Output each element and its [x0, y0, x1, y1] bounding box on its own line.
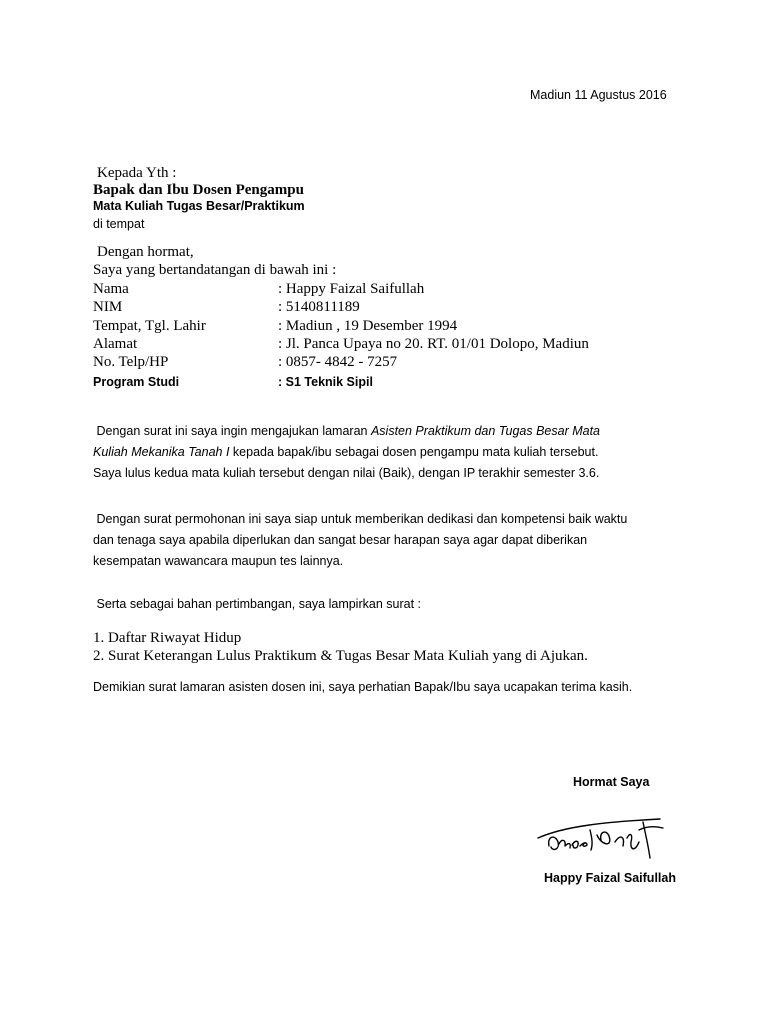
- regards-text: Hormat Saya: [573, 775, 650, 789]
- list-item: [93, 647, 588, 665]
- identity-label: Nama: [93, 281, 129, 297]
- list-number: 1 .: [93, 630, 108, 646]
- paragraph-application: [93, 421, 693, 484]
- recipient-salutation: Kepada Yth :: [97, 165, 177, 181]
- paragraph-line: kesempatan wawancara maupun tes lainnya.: [93, 554, 344, 568]
- identity-label: Tempat, Tgl. Lahir: [93, 318, 206, 334]
- opening-greeting: Dengan hormat,: [97, 244, 194, 260]
- list-text: Daftar Riwayat Hidup: [108, 630, 242, 646]
- paragraph-line: [93, 442, 693, 463]
- recipient-line1: Bapak dan Ibu Dosen Pengampu: [93, 182, 304, 198]
- identity-label: Program Studi: [93, 375, 180, 389]
- identity-value: : S1 Teknik Sipil: [278, 375, 373, 389]
- paragraph-line: [93, 509, 693, 530]
- text-run: Dengan surat permohonan ini saya siap untuk memberikan dedikasi dan kompetensi baik waktu: [96, 512, 628, 526]
- paragraph-dedication: [93, 509, 693, 572]
- identity-label: NIM: [93, 299, 123, 315]
- list-item: [93, 629, 588, 647]
- signer-name: Happy Faizal Saifullah: [544, 871, 676, 885]
- intro-line: Saya yang bertandatangan di bawah ini :: [93, 262, 337, 278]
- identity-value: : 5140811189: [278, 299, 360, 316]
- identity-value: : Jl. Panca Upaya no 20. RT. 01/01 Dolopo, Madiun: [278, 336, 589, 353]
- text-run-italic: Asisten Praktikum dan Tugas Besar Mata: [370, 424, 601, 438]
- identity-value: : Madiun , 19 Desember 1994: [278, 318, 457, 335]
- text-run: Serta sebagai bahan pertimbangan, saya lampirkan surat :: [96, 597, 421, 611]
- letter-date: Madiun 11 Agustus 2016: [530, 88, 667, 102]
- closing-sentence: Demikian surat lamaran asisten dosen ini, saya perhatian Bapak/Ibu saya ucapakan terima kasih.: [93, 680, 633, 694]
- list-text: Surat Keterangan Lulus Praktikum & Tugas Besar Mata Kuliah yang di Ajukan.: [108, 648, 588, 664]
- attachments-intro: [93, 597, 421, 611]
- attachments-list: [93, 629, 588, 665]
- identity-label: No. Telp/HP: [93, 354, 169, 370]
- text-run-italic: Kuliah Mekanika Tanah I: [93, 445, 230, 459]
- recipient-line3: di tempat: [93, 217, 145, 231]
- text-run: kepada bapak/ibu sebagai dosen pengampu mata kuliah tersebut.: [229, 445, 599, 459]
- text-run: Dengan surat ini saya ingin mengajukan lamaran: [96, 424, 371, 438]
- identity-value: : Happy Faizal Saifullah: [278, 281, 424, 298]
- identity-value: : 0857- 4842 - 7257: [278, 354, 397, 371]
- recipient-line2: Mata Kuliah Tugas Besar/Praktikum: [93, 199, 305, 213]
- identity-label: Alamat: [93, 336, 138, 352]
- signature-image: [535, 812, 670, 872]
- list-number: 2 .: [93, 648, 108, 664]
- paragraph-line: [93, 421, 693, 442]
- paragraph-line: Saya lulus kedua mata kuliah tersebut dengan nilai (Baik), dengan IP terakhir semester 3.6.: [93, 466, 600, 480]
- paragraph-line: dan tenaga saya apabila diperlukan dan sangat besar harapan saya agar dapat diberikan: [93, 533, 588, 547]
